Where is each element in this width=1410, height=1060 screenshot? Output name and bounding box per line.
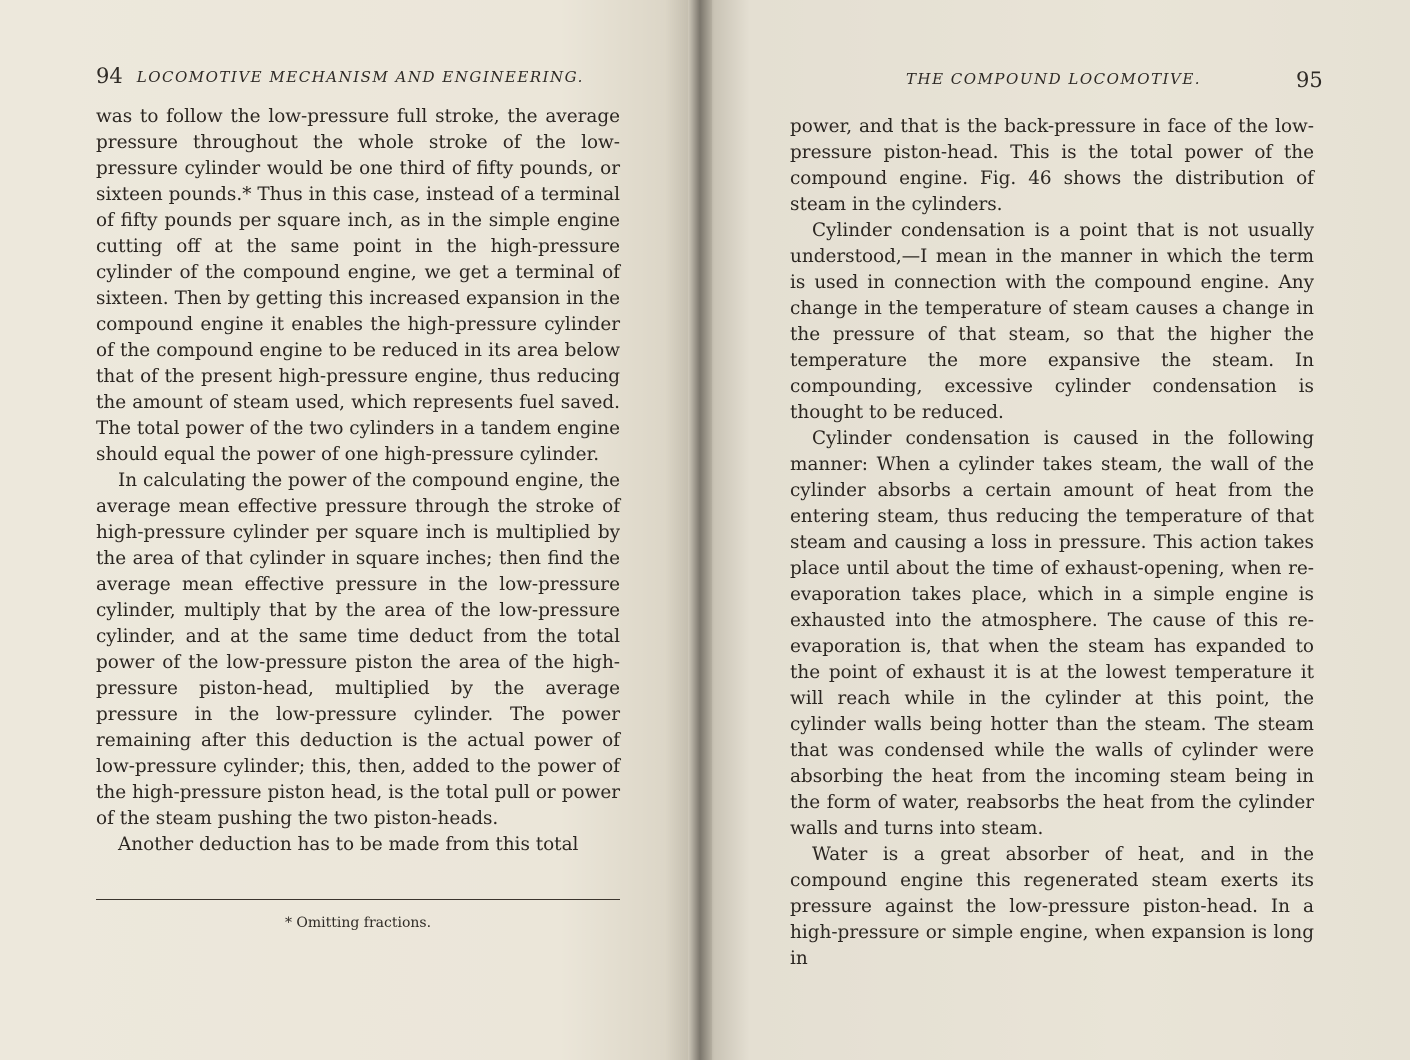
left-page-number: 94 [96, 64, 123, 88]
paragraph: Cylinder condensation is caused in the following manner: When a cylinder takes steam, the wall of the cylinder absorbs a certain amount of heat from the entering steam, thus reducing the temperature of that steam and causing a loss in pressure. This action takes place until about the time of exhaust-opening, when re-evaporation takes place, which in a simple engine is exhausted into the atmosphere. The cause of this re-evaporation is, that when the steam has expanded to the point of exhaust it is at the lowest temperature it will reach while in the cylinder at this point, the cylinder walls being hotter than the steam. The steam that was condensed while the walls of cylinder were absorbing the heat from the incoming steam being in the form of water, reabsorbs the heat from the cylinder walls and turns into steam. [790, 428, 1314, 839]
left-page [0, 0, 700, 1060]
left-body-text [96, 104, 620, 858]
paragraph: Another deduction has to be made from this total [118, 834, 579, 855]
right-running-head [906, 68, 1326, 92]
paragraph: was to follow the low-pressure full stroke, the average pressure throughout the whole stroke of the low-pressure cylinder would be one third of fifty pounds, or sixteen pounds.* Thus in this case, instead of a terminal of fifty pounds per square inch, as in the simple engine cutting off at the same point in the high-pressure cylinder of the compound engine, we get a terminal of sixteen. Then by getting this increased expansion in the compound engine it enables the high-pressure cylinder of the compound engine to be reduced in its area below that of the present high-pressure engine, thus reducing the amount of steam used, which represents fuel saved. The total power of the two cylinders in a tandem engine should equal the power of one high-pressure cylinder. [96, 106, 620, 465]
paragraph: power, and that is the back-pressure in face of the low-pressure piston-head. This is the total power of the compound engine. Fig. 46 shows the distribution of steam in the cylinders. [790, 116, 1314, 215]
left-running-head-title: LOCOMOTIVE MECHANISM AND ENGINEERING. [136, 68, 584, 86]
right-page [700, 0, 1410, 1060]
paragraph: Water is a great absorber of heat, and in the compound engine this regenerated steam exerts its pressure against the low-pressure piston-head. In a high-pressure or simple engine, when expansion is long in [790, 844, 1314, 969]
footnote: * Omitting fractions. [284, 915, 432, 931]
left-running-head [96, 64, 620, 88]
book-gutter [688, 0, 712, 1060]
right-page-number: 95 [1296, 68, 1323, 92]
paragraph: In calculating the power of the compound engine, the average mean effective pressure through the stroke of high-pressure cylinder per square inch is multiplied by the area of that cylinder in square inches; then find the average mean effective pressure in the low-pressure cylinder, multiply that by the area of the low-pressure cylinder, and at the same time deduct from the total power of the low-pressure piston the area of the high-pressure piston-head, multiplied by the average pressure in the low-pressure cylinder. The power remaining after this deduction is the actual power of low-pressure cylinder; this, then, added to the power of the high-pressure piston head, is the total pull or power of the steam pushing the two piston-heads. [96, 470, 620, 829]
paragraph: Cylinder condensation is a point that is not usually understood,—I mean in the manner in which the term is used in connection with the compound engine. Any change in the temperature of steam causes a change in the pressure of that steam, so that the higher the temperature the more expansive the steam. In compounding, excessive cylinder condensation is thought to be reduced. [790, 220, 1314, 423]
right-running-head-title: THE COMPOUND LOCOMOTIVE. [906, 70, 1202, 88]
footnote-rule [96, 899, 620, 900]
right-body-text [790, 114, 1314, 972]
